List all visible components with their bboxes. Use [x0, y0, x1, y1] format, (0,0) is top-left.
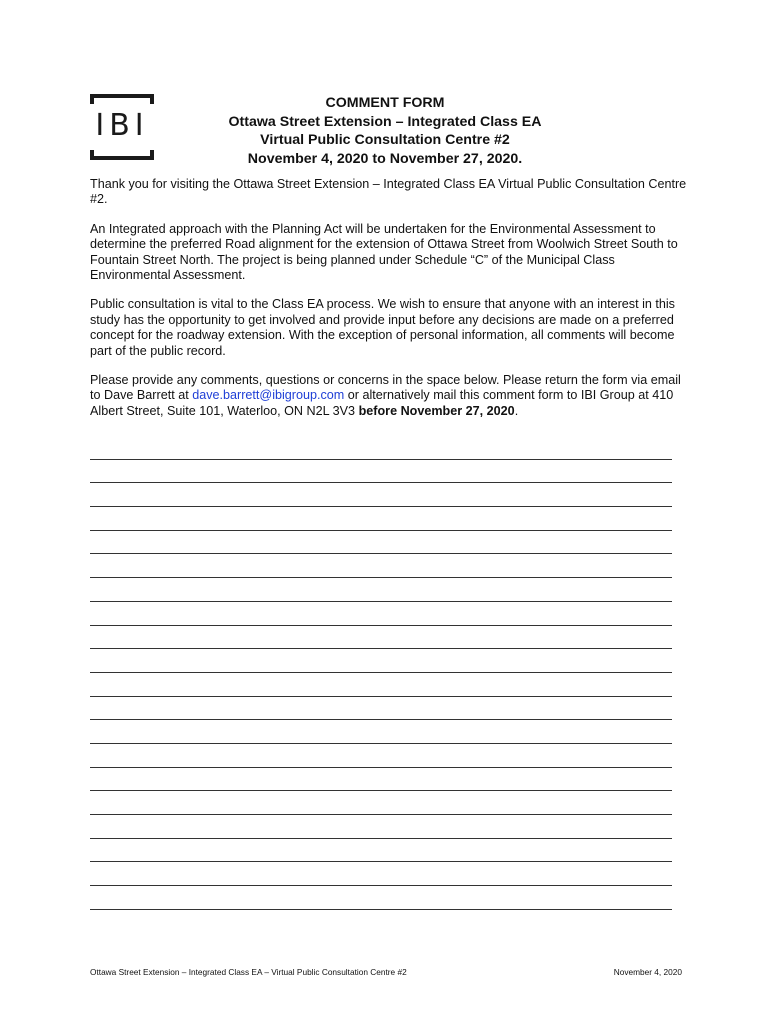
comment-line[interactable] [90, 701, 672, 725]
ibi-logo [90, 94, 154, 160]
comment-line-rule [90, 767, 672, 768]
logo-text: IBI [95, 108, 149, 143]
planning-paragraph: An Integrated approach with the Planning Act will be undertaken for the Environmental Assessment to determine the preferred Road alignment for the extension of Ottawa Street from Woolwich Street South to Fountain Street North. The project is being planned under Schedule “C” of the Municipal Class Environmental Assessment. [90, 221, 678, 283]
comment-line-rule [90, 672, 672, 673]
comment-line[interactable] [90, 558, 672, 582]
comment-line[interactable] [90, 866, 672, 890]
footer-date: November 4, 2020 [613, 967, 682, 977]
comment-line[interactable] [90, 606, 672, 630]
comment-line-rule [90, 648, 672, 649]
comment-line[interactable] [90, 819, 672, 843]
deadline-text: before November 27, 2020 [358, 403, 515, 418]
email-link[interactable]: dave.barrett@ibigroup.com [192, 388, 345, 403]
comment-line-rule [90, 553, 672, 554]
instructions-mid: or alternatively mail this comment form to IBI Group at 410 Albert Street, Suite 101, Waterloo, ON N2L 3V3 [90, 388, 674, 418]
comment-line-rule [90, 459, 672, 460]
comment-line-rule [90, 696, 672, 697]
comment-line[interactable] [90, 795, 672, 819]
comment-line[interactable] [90, 653, 672, 677]
comment-line[interactable] [90, 582, 672, 606]
comment-line[interactable] [90, 535, 672, 559]
comment-line[interactable] [90, 630, 672, 654]
comment-line-rule [90, 577, 672, 578]
comment-line-rule [90, 530, 672, 531]
footer-project-title: Ottawa Street Extension – Integrated Class EA – Virtual Public Consultation Centre #2 [90, 967, 407, 977]
instructions-end: . [514, 403, 519, 418]
comment-line[interactable] [90, 464, 672, 488]
project-title: Ottawa Street Extension – Integrated Class EA [228, 113, 542, 130]
consultation-paragraph: Public consultation is vital to the Class EA process. We wish to ensure that anyone with an interest in this study has the opportunity to get involved and provide input before any decisions are made on a preferred concept for the roadway extension. With the exception of personal information, all comments will become part of the public record. [90, 297, 675, 358]
comment-lines-area[interactable] [90, 440, 672, 914]
comment-line-rule [90, 625, 672, 626]
instructions-paragraph [90, 373, 690, 419]
date-range: November 4, 2020 to November 27, 2020. [247, 150, 523, 167]
form-header [200, 94, 570, 168]
comment-line[interactable] [90, 724, 672, 748]
comment-line-rule [90, 506, 672, 507]
comment-line-rule [90, 482, 672, 483]
comment-line[interactable] [90, 843, 672, 867]
event-title: Virtual Public Consultation Centre #2 [260, 132, 510, 148]
comment-line-rule [90, 838, 672, 839]
form-title: COMMENT FORM [325, 95, 445, 111]
comment-line[interactable] [90, 748, 672, 772]
intro-paragraph: Thank you for visiting the Ottawa Street Extension – Integrated Class EA Virtual Public Consultation Centre #2. [90, 177, 687, 207]
comment-line-rule [90, 909, 672, 910]
comment-line[interactable] [90, 487, 672, 511]
comment-line-rule [90, 743, 672, 744]
comment-line-rule [90, 861, 672, 862]
comment-line-rule [90, 814, 672, 815]
comment-line[interactable] [90, 511, 672, 535]
comment-line[interactable] [90, 890, 672, 914]
body-text [90, 177, 690, 433]
comment-line[interactable] [90, 440, 672, 464]
comment-line[interactable] [90, 772, 672, 796]
comment-line[interactable] [90, 677, 672, 701]
comment-line-rule [90, 790, 672, 791]
comment-line-rule [90, 601, 672, 602]
instructions-start: Please provide any comments, questions or concerns in the space below. Please return the form via email to Dave Barrett at [90, 373, 681, 403]
comment-line-rule [90, 719, 672, 720]
comment-line-rule [90, 885, 672, 886]
